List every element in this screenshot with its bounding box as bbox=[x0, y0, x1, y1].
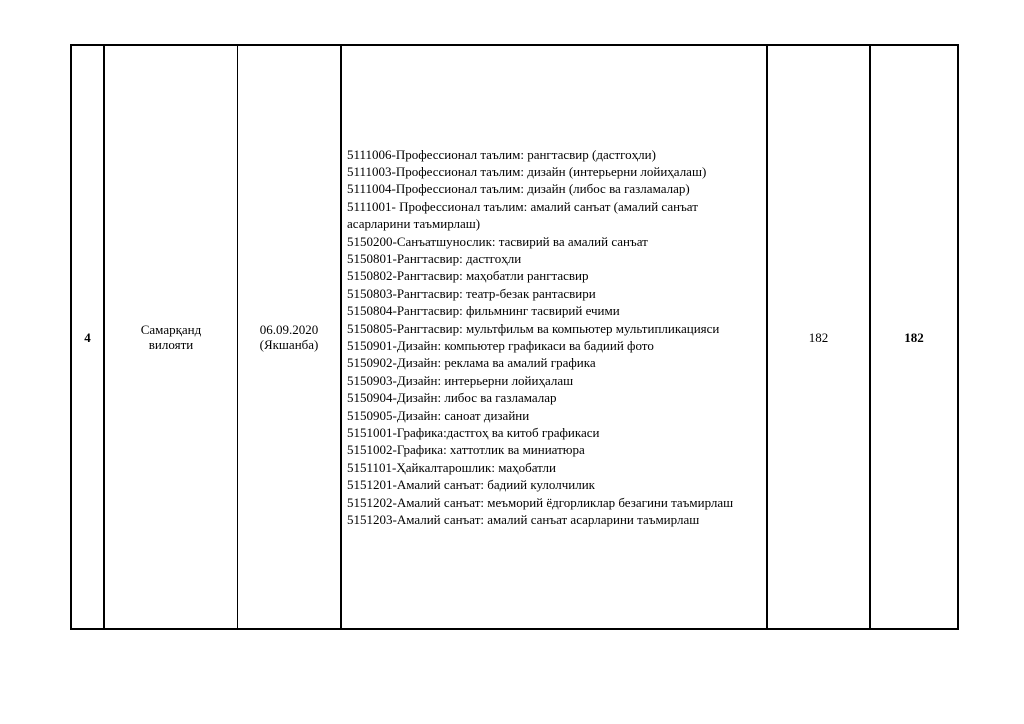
list-item: 5111003-Профессионал таълим: дизайн (интерьерни лойиҳалаш) bbox=[347, 163, 707, 179]
list-item: 5150901-Дизайн: компьютер графикаси ва бадиий фото bbox=[347, 338, 654, 353]
list-item: 5150801-Рангтасвир: дастгоҳли bbox=[347, 250, 522, 266]
specialties-list bbox=[342, 146, 766, 529]
row-number: 4 bbox=[84, 329, 91, 345]
list-item: 5150903-Дизайн: интерьерни лойиҳалаш bbox=[347, 372, 574, 388]
list-item: 5151101-Ҳайкалтарошлик: маҳобатли bbox=[347, 459, 556, 475]
list-item: 5150902-Дизайн: реклама ва амалий графика bbox=[347, 355, 596, 371]
list-item: 5150805-Рангтасвир: мультфильм ва компьютер мультипликацияси bbox=[347, 320, 720, 336]
row-number-cell bbox=[71, 45, 104, 629]
list-item: 5150802-Рангтасвир: маҳобатли рангтасвир bbox=[347, 268, 589, 284]
list-item: 5151001-Графика:дастгоҳ ва китоб графикаси bbox=[347, 425, 600, 441]
list-item: 5151002-Графика: хаттотлик ва миниатюра bbox=[347, 442, 585, 458]
plan-cell bbox=[767, 45, 870, 629]
list-item: 5111006-Профессионал таълим: рангтасвир (дастгоҳли) bbox=[347, 146, 656, 162]
list-item: 5150200-Санъатшунослик: тасвирий ва амалий санъат bbox=[347, 233, 648, 249]
region-cell bbox=[104, 45, 238, 629]
list-item: 5111001- Профессионал таълим: амалий санъат (амалий санъат асарларини таъмирлаш) bbox=[347, 198, 698, 232]
plan-value: 182 bbox=[808, 329, 829, 345]
exam-weekday: (Якшанба) bbox=[259, 337, 319, 352]
document-table bbox=[70, 44, 959, 630]
list-item: 5151202-Амалий санъат: меъморий ёдгорликлар безагини таъмирлаш bbox=[347, 494, 734, 510]
list-item: 5150803-Рангтасвир: театр-безак рантасвири bbox=[347, 285, 596, 301]
list-item: 5151201-Амалий санъат: бадиий кулолчилик bbox=[347, 477, 595, 493]
region-type: вилояти bbox=[148, 337, 194, 352]
specialties-cell bbox=[341, 45, 767, 629]
date-cell bbox=[238, 45, 342, 629]
table-row bbox=[71, 45, 958, 629]
list-item: 5150804-Рангтасвир: фильмнинг тасвирий ечими bbox=[347, 303, 620, 319]
list-item: 5111004-Профессионал таълим: дизайн (либос ва газламалар) bbox=[347, 181, 690, 197]
region-name: Самарқанд bbox=[140, 322, 202, 337]
total-value: 182 bbox=[904, 329, 924, 345]
list-item: 5150904-Дизайн: либос ва газламалар bbox=[347, 390, 557, 406]
list-item: 5150905-Дизайн: саноат дизайни bbox=[347, 407, 530, 423]
exam-date: 06.09.2020 bbox=[259, 322, 319, 337]
list-item: 5151203-Амалий санъат: амалий санъат асарларини таъмирлаш bbox=[347, 512, 700, 528]
total-cell bbox=[870, 45, 958, 629]
